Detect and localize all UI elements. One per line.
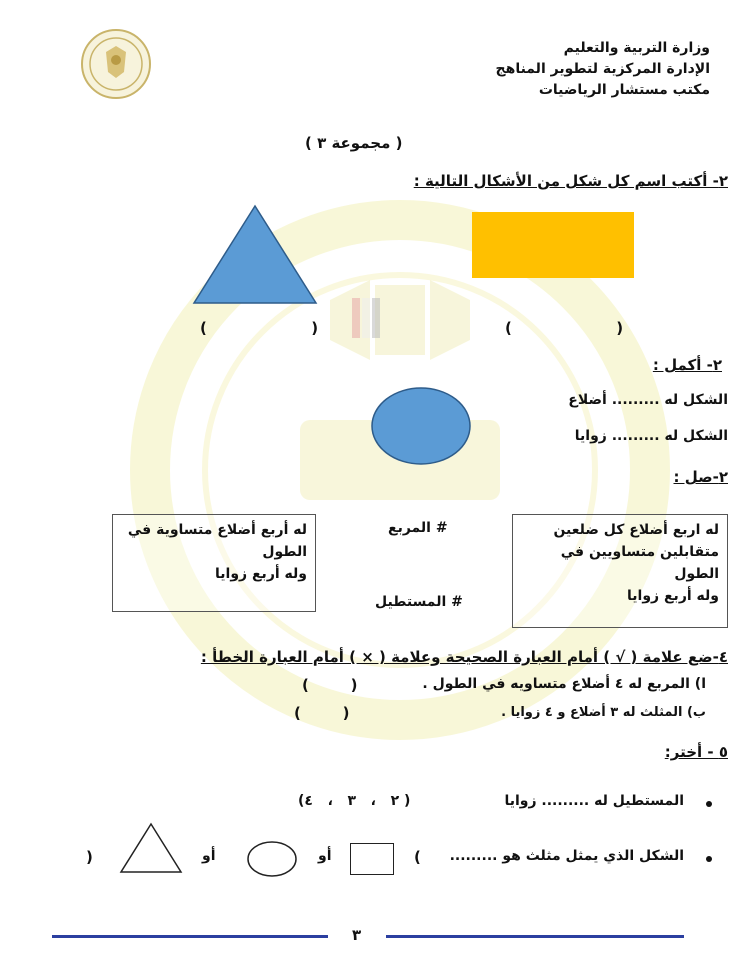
answer-slot-triangle[interactable]: ( ) <box>200 319 319 337</box>
match-box-left <box>112 514 316 612</box>
q5-open-paren: ( <box>414 848 421 866</box>
rectangle-shape <box>472 212 634 278</box>
q2-title: ٢- أكمل : <box>652 356 722 374</box>
q5-close-paren: ) <box>86 848 93 866</box>
q5-or-1: أو <box>318 848 332 864</box>
choice-triangle-option[interactable] <box>118 822 184 874</box>
match-box-right-line3: الطول <box>674 566 719 582</box>
header-department: الإدارة المركزية لتطوير المناهج <box>495 61 710 77</box>
q2-line2: الشكل له ......... زوايا <box>574 428 728 444</box>
q5-item1-options[interactable]: ( ٢ ، ٣ ، ٤) <box>298 793 411 809</box>
q4-item-a: ا) المربع له ٤ أضلاع متساويه في الطول . <box>422 676 706 692</box>
choice-square-option[interactable] <box>350 843 394 875</box>
q4-answer-a[interactable]: ( ) <box>302 676 358 694</box>
q1-title: ٢- أكتب اسم كل شكل من الأشكال التالية : <box>413 172 728 190</box>
match-box-left-line2: الطول <box>262 544 307 560</box>
match-item-square[interactable]: # المربع <box>388 520 448 536</box>
circle-shape <box>370 386 472 466</box>
q4-item-b: ب) المثلث له ٣ أضلاع و ٤ زوايا . <box>501 705 706 720</box>
q4-answer-b[interactable]: ( ) <box>294 704 350 722</box>
footer-line-right <box>386 935 684 938</box>
q5-item1-text: المستطيل له ......... زوايا <box>504 793 684 809</box>
match-box-right-line2: متقابلين متساويين في <box>560 544 719 560</box>
q2-line1: الشكل له ......... أضلاع <box>568 392 728 408</box>
q3-title: ٢-صل : <box>673 468 728 486</box>
triangle-shape <box>190 204 320 306</box>
header-ministry: وزارة التربية والتعليم <box>563 40 710 56</box>
match-box-left-line3: وله أربع زوايا <box>215 566 307 582</box>
header-office: مكتب مستشار الرياضيات <box>538 82 710 98</box>
match-box-right <box>512 514 728 628</box>
group-title: ( مجموعة ٣ ) <box>305 134 403 152</box>
q5-item2-text: الشكل الذي يمثل مثلث هو ......... <box>449 848 684 864</box>
ministry-seal-logo <box>80 28 152 100</box>
answer-slot-rectangle[interactable]: ( ) <box>505 319 624 337</box>
q5-bullet-2 <box>706 856 712 862</box>
match-box-right-line4: وله أربع زوايا <box>627 588 719 604</box>
page-number: ٣ <box>352 926 362 944</box>
footer-line-left <box>52 935 328 938</box>
q4-title: ٤-ضع علامة ( √ ) أمام العبارة الصحيحة وعلامة ( × ) أمام العبارة الخطأ : <box>200 648 728 666</box>
q5-title: ٥ - أختر: <box>664 743 728 761</box>
choice-circle-option[interactable] <box>246 840 298 878</box>
q5-or-2: أو <box>202 848 216 864</box>
match-box-left-line1: له أربع أضلاع متساوية في <box>127 522 307 538</box>
match-item-rectangle[interactable]: # المستطيل <box>375 594 463 610</box>
q5-bullet-1 <box>706 801 712 807</box>
match-box-right-line1: له اربع أضلاع كل ضلعين <box>553 522 719 538</box>
